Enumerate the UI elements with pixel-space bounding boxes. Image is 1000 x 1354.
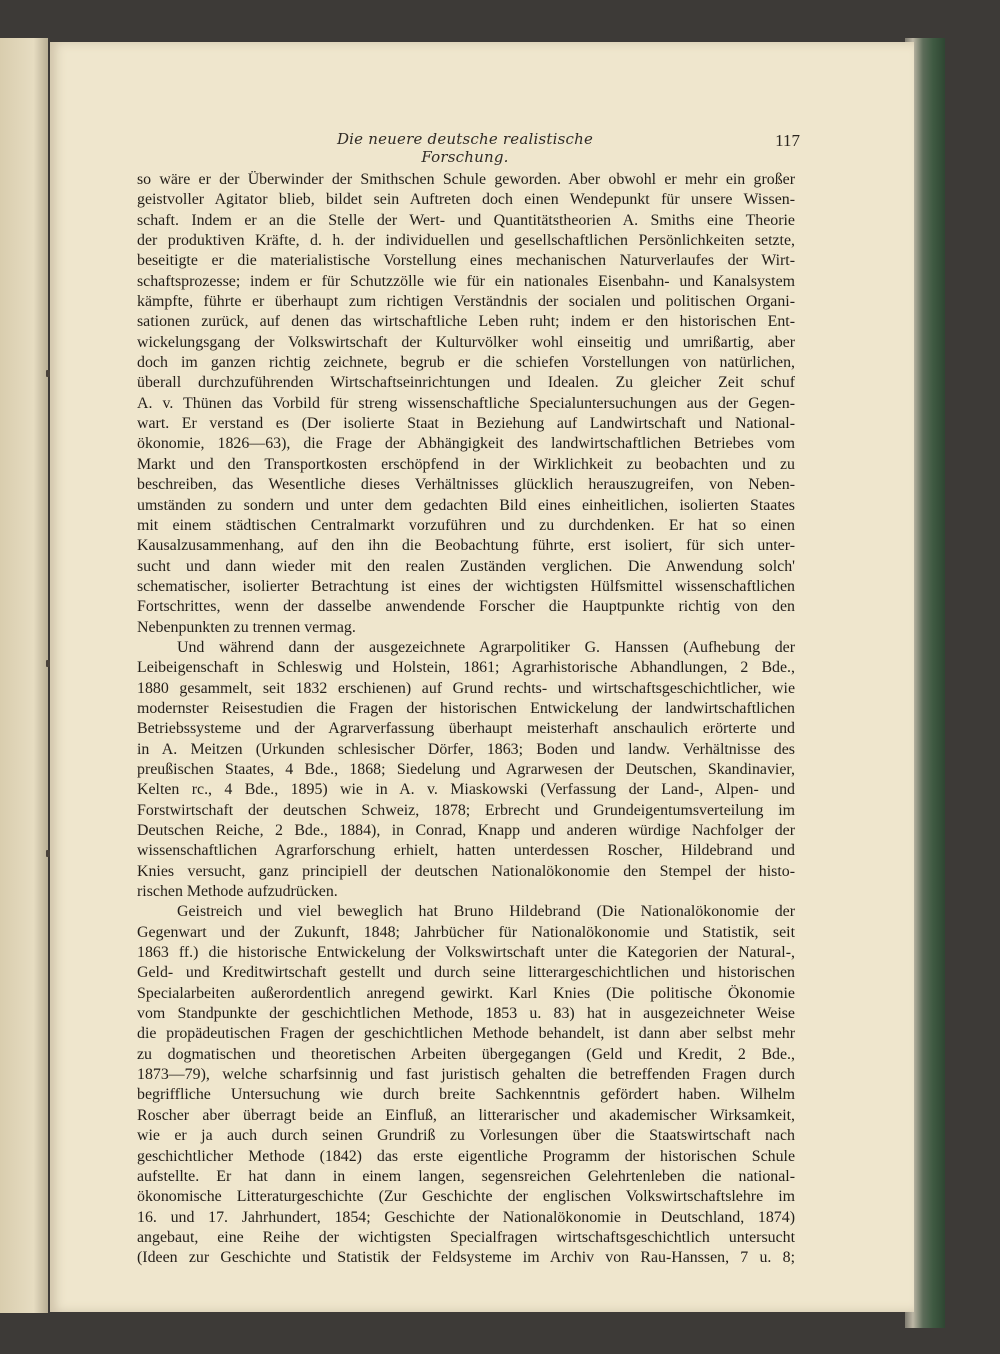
text-line: der produktiven Kräfte, d. h. der individuellen und gesellschaftlichen Persönlichkeiten setzte, (137, 232, 795, 250)
text-line: wickelungsgang der Volkswirtschaft der Kulturvölker wohl einseitig und umrißartig, aber (137, 333, 795, 351)
text-line: Knies versucht, ganz principiell der deutschen Nationalökonomie den Stempel der histo- (137, 862, 795, 880)
text-line: sucht und dann wieder mit den realen Zuständen verglichen. Die Anwendung solch' (137, 557, 795, 575)
text-line: Leibeigenschaft in Schleswig und Holstein, 1861; Agrarhistorische Abhandlungen, 2 Bde., (137, 659, 795, 677)
text-line: Und während dann der ausgezeichnete Agrarpolitiker G. Hanssen (Aufhebung der (177, 638, 795, 656)
margin-mark (46, 370, 50, 377)
text-line: die propädeutischen Fragen der geschichtlichen Methode behandelt, ist dann aber selbst mehr (137, 1025, 795, 1043)
text-line: Markt und den Transportkosten erschöpfend in der Wirklichkeit zu beobachten und zu (137, 455, 795, 473)
text-line: in A. Meitzen (Urkunden schlesischer Dörfer, 1863; Boden und landw. Verhältnisse des (137, 740, 795, 758)
text-line: umständen zu sondern und unter dem gedachten Bild eines einheitlichen, isolierten Staates (137, 496, 795, 514)
text-line: Kausalzusammenhang, auf den ihn die Beobachtung führte, erst isoliert, für sich unter- (137, 537, 795, 555)
text-line: Forstwirtschaft der deutschen Schweiz, 1878; Erbrecht und Grundeigentumsverteilung im (137, 801, 795, 819)
text-line: schematischer, isolierter Betrachtung ist eines der wichtigsten Hülfsmittel wissenschaftlichen (137, 577, 795, 595)
text-line: Geistreich und viel beweglich hat Bruno Hildebrand (Die Nationalökonomie der (177, 903, 795, 921)
text-line: ökonomie, 1826—63), die Frage der Abhängigkeit des landwirtschaftlichen Betriebes vom (137, 435, 795, 453)
text-line: angebaut, eine Reihe der wichtigsten Specialfragen wirtschaftsgeschichtlich untersucht (137, 1228, 795, 1246)
text-line: Roscher aber überragt beide an Einfluß, an litterarischer und akademischer Wirksamkeit, (137, 1106, 795, 1124)
margin-mark (46, 660, 50, 667)
text-line: überall durchzuführenden Wirtschaftseinrichtungen und Idealen. Zu gleicher Zeit schuf (137, 374, 795, 392)
text-line: kämpfte, führte er überhaupt zum richtigen Verständnis der socialen und politischen Organi- (137, 293, 795, 311)
text-line: Betriebssysteme und der Agrarverfassung überhaupt meisterhaft anschaulich erörterte und (137, 720, 795, 738)
text-line: ökonomische Litteraturgeschichte (Zur Geschichte der englischen Volkswirtschaftslehre im (137, 1188, 795, 1206)
text-line: Kelten rc., 4 Bde., 1895) wie in A. v. Miaskowski (Verfassung der Land-, Alpen- und (137, 781, 795, 799)
text-line: preußischen Staates, 4 Bde., 1868; Siedelung und Agrarwesen der Deutschen, Skandinavier, (137, 760, 795, 778)
text-line: so wäre er der Überwinder der Smithschen Schule geworden. Aber obwohl er mehr ein großer (137, 171, 795, 188)
text-line: doch im ganzen richtig zeichnete, begrub er die schiefen Vorstellungen von natürlichen, (137, 354, 795, 372)
text-line: 16. und 17. Jahrhundert, 1854; Geschichte der Nationalökonomie in Deutschland, 1874) (137, 1208, 795, 1226)
text-line: vom Standpunkte der geschichtlichen Methode, 1853 u. 83) hat in ausgezeichneter Weise (137, 1005, 795, 1023)
text-line: beschreiben, das Wesentliche dieses Verhältnisses glücklich herauszugreifen, von Neben- (137, 476, 795, 494)
text-line: geistvoller Agitator blieb, bildet sein Auftreten doch einen Wendepunkt für unsere Wissen- (137, 191, 795, 209)
text-line: Fortschrittes, wenn der dasselbe anwendende Forscher die Hauptpunkte richtig von den (137, 598, 795, 616)
text-line: schaft. Indem er an die Stelle der Wert- und Quantitätstheorien A. Smiths eine Theorie (137, 211, 795, 229)
text-line: schaftsprozesse; indem er für Schutzzölle wie für ein nationales Eisenbahn- und Kanalsystem (137, 272, 795, 290)
text-line: 1880 gesammelt, seit 1832 erschienen) auf Grund rechts- und wirtschaftsgeschichtlicher, wie (137, 679, 795, 697)
text-line: wart. Er verstand es (Der isolierte Staat in Beziehung auf Landwirtschaft und National- (137, 415, 795, 433)
text-line: mit einem städtischen Centralmarkt vorzuführen und zu durchdenken. Er hat so einen (137, 516, 795, 534)
text-line: begriffliche Untersuchung wie durch breite Sachkenntnis gefördert haben. Wilhelm (137, 1086, 795, 1104)
running-title: Die neuere deutsche realistische Forschung. (336, 130, 594, 166)
text-line: geschichtlicher Methode (1842) das erste eigentliche Programm der historischen Schule (137, 1147, 795, 1165)
text-line: Geld- und Kreditwirtschaft gestellt und durch seine litterargeschichtlichen und historischen (137, 964, 795, 982)
page-number: 117 (775, 131, 800, 150)
left-page-edge (0, 38, 48, 1313)
text-line: 1873—79), welche scharfsinnig und fast juristisch gehalten die betreffenden Fragen durch (137, 1066, 795, 1084)
margin-mark (46, 850, 50, 857)
text-line: (Ideen zur Geschichte und Statistik der Feldsysteme im Archiv von Rau-Hanssen, 7 u. 8; (137, 1249, 795, 1267)
text-line: A. v. Thünen das Vorbild für streng wissenschaftliche Specialuntersuchungen aus der Gegen- (137, 394, 795, 412)
text-line: zu dogmatischen und theoretischen Arbeiten übergegangen (Geld und Kredit, 2 Bde., (137, 1045, 795, 1063)
text-line: rischen Methode aufzudrücken. (137, 883, 338, 901)
text-line: sationen zurück, auf denen das wirtschaftliche Leben ruht; indem er den historischen Ent- (137, 313, 795, 331)
text-line: wissenschaftlichen Agrarforschung erhielt, hatten unterdessen Roscher, Hildebrand und (137, 842, 795, 860)
text-line: modernster Reisestudien die Fragen der historischen Entwickelung der landwirtschaftlichen (137, 699, 795, 717)
text-line: Deutschen Reiche, 2 Bde., 1884), in Conrad, Knapp und anderen würdige Nachfolger der (137, 822, 795, 839)
text-line: Gegenwart und der Zukunft, 1848; Jahrbücher für Nationalökonomie und Statistik, seit (137, 923, 795, 941)
text-line: wie er ja auch durch seinen Grundriß zu Vorlesungen über die Staatswirtschaft nach (137, 1127, 795, 1145)
text-line: aufstellte. Er hat dann in einem langen, segensreichen Gelehrtenleben die national- (137, 1167, 795, 1185)
text-line: Nebenpunkten zu trennen vermag. (137, 618, 356, 636)
text-line: beseitigte er die materialistische Vorstellung eines mechanischen Naturverlaufes der Wirt- (137, 252, 795, 270)
body-text (137, 170, 795, 1267)
text-line: Specialarbeiten außerordentlich anregend gewirkt. Karl Knies (Die politische Ökonomie (137, 984, 795, 1002)
text-line: 1863 ff.) die historische Entwickelung der Volkswirtschaft unter die Kategorien der Natural-, (137, 944, 795, 962)
